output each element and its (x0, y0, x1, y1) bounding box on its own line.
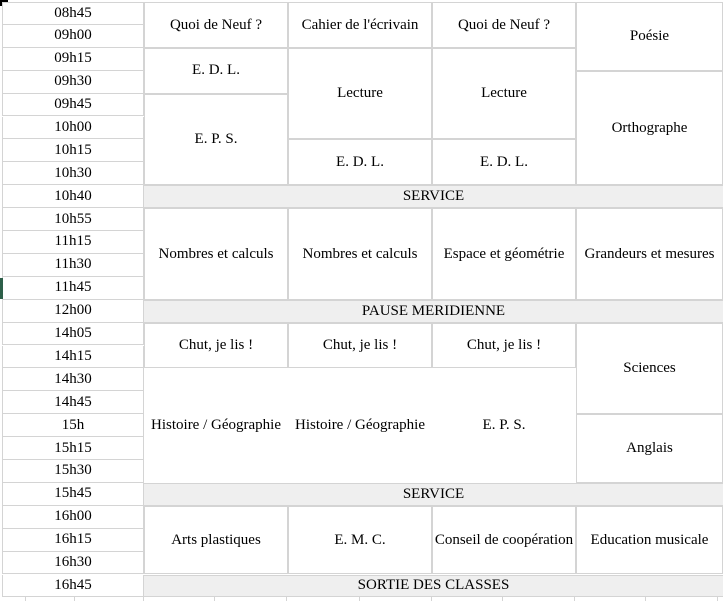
time-cell[interactable]: 15h15 (2, 437, 144, 460)
subject-label: Orthographe (611, 119, 688, 136)
time-cell[interactable]: 09h00 (2, 25, 144, 48)
time-cell[interactable]: 10h40 (2, 185, 144, 208)
time-cell[interactable]: 12h00 (2, 300, 144, 323)
time-cell[interactable]: 09h15 (2, 48, 144, 71)
time-cell[interactable]: 09h45 (2, 94, 144, 117)
gridline-tick (74, 597, 75, 601)
gridline-tick (431, 597, 432, 601)
subject-label: Chut, je lis ! (178, 337, 254, 354)
time-cell[interactable]: 15h45 (2, 483, 144, 506)
subject-label: Grandeurs et mesures (584, 245, 715, 262)
time-cell[interactable]: 16h15 (2, 529, 144, 552)
time-cell[interactable]: 08h45 (2, 2, 144, 25)
time-cell[interactable]: 10h00 (2, 117, 144, 140)
time-cell[interactable]: 16h30 (2, 552, 144, 575)
gridline-tick (574, 597, 575, 601)
subject-label: Cahier de l'écrivain (301, 16, 419, 33)
subject-cell[interactable] (432, 48, 576, 140)
band-row[interactable]: SERVICE (144, 185, 723, 208)
gridline-tick (645, 597, 646, 601)
subject-cell[interactable] (288, 2, 432, 48)
subject-cell[interactable] (288, 506, 432, 575)
subject-cell[interactable] (576, 2, 723, 71)
subject-cell[interactable] (144, 506, 288, 575)
time-cell[interactable]: 16h00 (2, 506, 144, 529)
subject-label: Sciences (623, 360, 676, 377)
subject-cell[interactable] (432, 139, 576, 185)
gridline-tick (359, 597, 360, 601)
subject-label: Chut, je lis ! (322, 337, 398, 354)
row-marker (0, 278, 3, 299)
subject-cell[interactable] (144, 323, 288, 369)
subject-cell[interactable] (144, 368, 288, 483)
subject-label: Histoire / Géographie (151, 417, 281, 434)
subject-label: Histoire / Géographie (295, 417, 425, 434)
subject-cell[interactable] (288, 323, 432, 369)
time-cell[interactable]: 11h15 (2, 231, 144, 254)
subject-cell[interactable] (432, 2, 576, 48)
subject-cell[interactable] (432, 323, 576, 369)
time-cell[interactable]: 10h15 (2, 139, 144, 162)
time-cell[interactable]: 11h45 (2, 277, 144, 300)
time-cell[interactable]: 15h (2, 414, 144, 437)
subject-cell[interactable] (576, 506, 723, 575)
subject-label: Arts plastiques (171, 531, 261, 548)
gridline-tick (717, 597, 718, 601)
time-cell[interactable]: 15h30 (2, 460, 144, 483)
time-cell[interactable]: 10h55 (2, 208, 144, 231)
subject-label: Espace et géométrie (443, 245, 565, 262)
subject-label: Quoi de Neuf ? (457, 16, 551, 33)
subject-label: Quoi de Neuf ? (169, 16, 263, 33)
subject-label: E. P. S. (482, 417, 526, 434)
time-cell[interactable]: 11h30 (2, 254, 144, 277)
subject-label: Nombres et calculs (158, 245, 274, 262)
gridline-tick (502, 597, 503, 601)
subject-cell[interactable] (576, 208, 723, 300)
subject-label: Anglais (626, 440, 673, 457)
subject-label: Conseil de coopération (434, 531, 574, 548)
subject-label: E. M. C. (334, 531, 386, 548)
band-row[interactable]: SORTIE DES CLASSES (144, 575, 723, 598)
subject-label: Nombres et calculs (302, 245, 418, 262)
subject-cell[interactable] (288, 48, 432, 140)
band-row[interactable]: SERVICE (144, 483, 723, 506)
subject-cell[interactable] (576, 323, 723, 415)
time-cell[interactable]: 14h15 (2, 346, 144, 369)
gridline-tick (143, 597, 144, 601)
time-cell[interactable]: 16h45 (2, 575, 144, 598)
subject-cell[interactable] (144, 208, 288, 300)
subject-label: E. P. S. (194, 131, 238, 148)
subject-cell[interactable] (576, 71, 723, 186)
subject-cell[interactable] (144, 2, 288, 48)
subject-label: Chut, je lis ! (466, 337, 542, 354)
gridline-tick (214, 597, 215, 601)
subject-label: E. D. L. (480, 154, 528, 171)
subject-label: Lecture (481, 85, 527, 102)
subject-cell[interactable] (144, 94, 288, 186)
subject-cell[interactable] (576, 414, 723, 483)
subject-cell[interactable] (432, 506, 576, 575)
subject-label: E. D. L. (336, 154, 384, 171)
subject-label: Lecture (337, 85, 383, 102)
subject-cell[interactable] (432, 208, 576, 300)
subject-cell[interactable] (288, 139, 432, 185)
subject-cell[interactable] (288, 208, 432, 300)
gridline-tick (286, 597, 287, 601)
subject-cell[interactable] (144, 48, 288, 94)
subject-cell[interactable] (288, 368, 432, 483)
subject-label: E. D. L. (192, 62, 240, 79)
gridline-tick (25, 597, 26, 601)
subject-label: Education musicale (590, 531, 709, 548)
time-cell[interactable]: 14h45 (2, 391, 144, 414)
partial-row-gridlines (0, 597, 723, 601)
time-cell[interactable]: 10h30 (2, 162, 144, 185)
band-row[interactable]: PAUSE MERIDIENNE (144, 300, 723, 323)
time-cell[interactable]: 14h05 (2, 323, 144, 346)
subject-cell[interactable] (432, 368, 576, 483)
time-cell[interactable]: 09h30 (2, 71, 144, 94)
subject-label: Poésie (629, 28, 670, 45)
time-cell[interactable]: 14h30 (2, 368, 144, 391)
